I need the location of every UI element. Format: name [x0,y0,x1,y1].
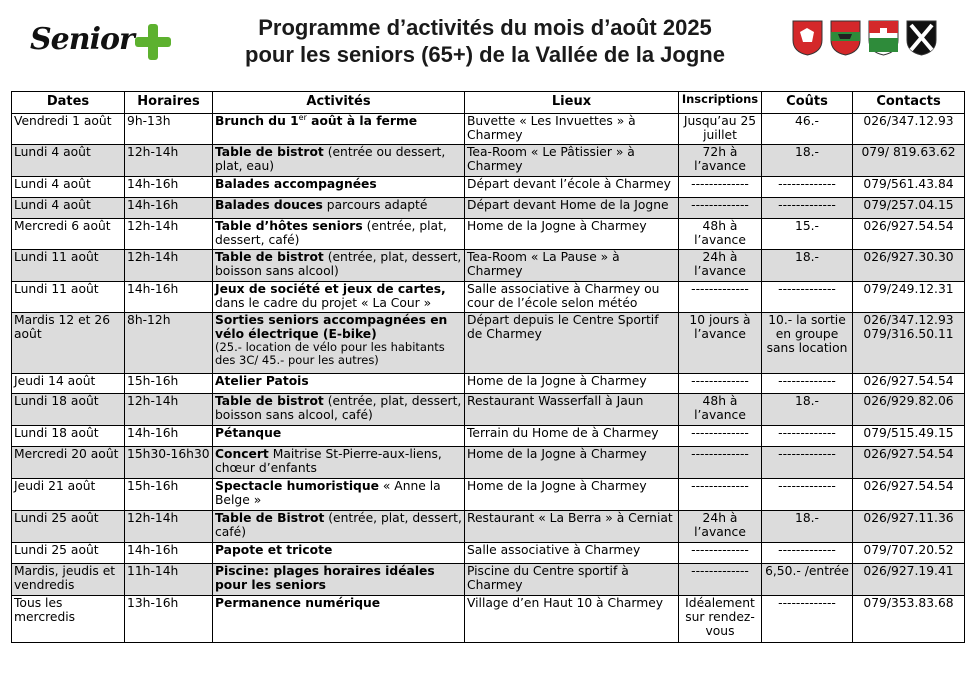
cell-cost: ------------- [762,282,853,313]
cell-activity [213,250,465,282]
cell-date: Lundi 18 août [12,426,125,447]
cell-inscription: ------------- [679,426,762,447]
activity-detail: Maitrise St-Pierre-aux-liens, chœur d’enfants [215,447,442,476]
cell-activity [213,219,465,250]
cell-contact: 026/927.11.36 [853,511,965,543]
cell-cost: 6,50.- /entrée [762,564,853,596]
cell-date: Lundi 25 août [12,543,125,564]
activity-title: Balades douces [215,198,323,212]
cell-contact: 026/929.82.06 [853,394,965,426]
activity-title: Brunch du 1 [215,114,299,128]
cell-inscription: ------------- [679,543,762,564]
header-couts: Coûts [762,92,853,114]
crest-3-icon [868,20,899,56]
activity-title: Piscine: plages horaires idéales pour les seniors [215,564,435,593]
activity-title: Jeux de société et jeux de cartes, [215,282,446,296]
table-row [12,543,965,564]
header-contacts: Contacts [853,92,965,114]
cell-contact: 079/353.83.68 [853,596,965,643]
cell-time: 8h-12h [125,313,213,374]
cell-contact: 026/927.19.41 [853,564,965,596]
cell-time: 14h-16h [125,426,213,447]
activity-title-cont: août à la ferme [306,114,418,128]
activity-sup: er [298,113,307,122]
cell-cost: 15.- [762,219,853,250]
cell-date: Lundi 4 août [12,177,125,198]
activity-title: Balades accompagnées [215,177,377,191]
table-row [12,426,965,447]
cell-contact: 079/249.12.31 [853,282,965,313]
cell-place: Buvette « Les Invuettes » à Charmey [465,114,679,145]
cell-date: Lundi 18 août [12,394,125,426]
cell-time: 12h-14h [125,145,213,177]
activity-detail: dans le cadre du projet « La Cour » [215,296,432,311]
table-row [12,374,965,394]
cell-time: 11h-14h [125,564,213,596]
table-row [12,250,965,282]
cell-place: Piscine du Centre sportif à Charmey [465,564,679,596]
activity-title: Pétanque [215,426,282,440]
cell-inscription: 24h à l’avance [679,511,762,543]
cell-inscription: 48h à l’avance [679,394,762,426]
cell-time: 15h-16h [125,374,213,394]
senior-plus-logo [26,14,176,70]
cell-time: 12h-14h [125,219,213,250]
cell-contact: 079/561.43.84 [853,177,965,198]
cell-date: Mardis, jeudis et vendredis [12,564,125,596]
cell-activity [213,426,465,447]
activity-title: Atelier Patois [215,374,309,388]
cell-cost: ------------- [762,596,853,643]
table-row [12,479,965,511]
crest-2-icon [830,20,861,56]
crest-4-icon [906,20,937,56]
cell-cost: 18.- [762,145,853,177]
cell-contact: 026/927.54.54 [853,479,965,511]
header-horaires: Horaires [125,92,213,114]
page-title [190,14,780,68]
cell-place: Terrain du Home de à Charmey [465,426,679,447]
cell-place: Départ devant Home de la Jogne [465,198,679,219]
cell-activity [213,596,465,643]
activity-detail: (entrée, plat, dessert, café) [215,511,462,540]
cell-time: 14h-16h [125,543,213,564]
cell-inscription: ------------- [679,447,762,479]
cell-activity [213,177,465,198]
cell-inscription: ------------- [679,564,762,596]
activity-detail: « Anne la Belge » [215,479,441,508]
cell-inscription: Idéalement sur rendez-vous [679,596,762,643]
activity-detail: (entrée ou dessert, plat, eau) [215,145,446,174]
cell-time: 14h-16h [125,177,213,198]
table-row [12,114,965,145]
cell-place: Restaurant « La Berra » à Cerniat [465,511,679,543]
cell-date: Lundi 25 août [12,511,125,543]
cell-activity [213,198,465,219]
header-lieux: Lieux [465,92,679,114]
cell-place: Salle associative à Charmey ou cour de l’école selon météo [465,282,679,313]
cell-date: Jeudi 14 août [12,374,125,394]
cell-cost: ------------- [762,177,853,198]
cell-contact: 079/257.04.15 [853,198,965,219]
cell-contact: 079/515.49.15 [853,426,965,447]
cell-time: 15h-16h [125,479,213,511]
municipal-crests [792,20,942,56]
cell-contact: 026/927.54.54 [853,219,965,250]
cell-time: 12h-14h [125,250,213,282]
cell-contact: 026/347.12.93 079/316.50.11 [853,313,965,374]
cell-inscription: 24h à l’avance [679,250,762,282]
activity-detail: parcours adapté [322,198,428,212]
cell-contact: 026/927.54.54 [853,447,965,479]
cell-inscription: 48h à l’avance [679,219,762,250]
header-inscriptions: Inscriptions [679,92,762,114]
cell-cost: 18.- [762,511,853,543]
cell-place: Home de la Jogne à Charmey [465,219,679,250]
activity-title: Permanence numérique [215,596,381,610]
activity-title: Table de bistrot [215,250,324,264]
title-line-1: Programme d’activités du mois d’août 2025 [258,15,712,40]
cell-place: Départ devant l’école à Charmey [465,177,679,198]
title-line-2: pour les seniors (65+) de la Vallée de la Jogne [245,42,725,67]
cell-time: 13h-16h [125,596,213,643]
activity-title: Concert [215,447,269,461]
activity-detail: (entrée, plat, dessert, boisson sans alcool, café) [215,394,462,423]
cell-cost: ------------- [762,543,853,564]
cell-date: Jeudi 21 août [12,479,125,511]
cell-inscription: 10 jours à l’avance [679,313,762,374]
cell-activity [213,479,465,511]
activity-detail: (entrée, plat, dessert, boisson sans alcool) [215,250,462,279]
cell-activity [213,282,465,313]
cell-inscription: ------------- [679,479,762,511]
cell-place: Home de la Jogne à Charmey [465,374,679,394]
cell-inscription: ------------- [679,198,762,219]
cell-place: Restaurant Wasserfall à Jaun [465,394,679,426]
cell-contact: 026/347.12.93 [853,114,965,145]
table-row [12,145,965,177]
cell-time: 14h-16h [125,282,213,313]
cell-place: Salle associative à Charmey [465,543,679,564]
cell-time: 12h-14h [125,511,213,543]
cell-activity [213,447,465,479]
cell-place: Tea-Room « La Pause » à Charmey [465,250,679,282]
activity-title: Table de bistrot [215,394,324,408]
cell-contact: 079/707.20.52 [853,543,965,564]
cell-place: Départ depuis le Centre Sportif de Charmey [465,313,679,374]
cell-place: Tea-Room « Le Pâtissier » à Charmey [465,145,679,177]
cell-activity [213,394,465,426]
cell-time: 9h-13h [125,114,213,145]
cell-date: Tous les mercredis [12,596,125,643]
cell-cost: ------------- [762,479,853,511]
logo-text: Senior [30,22,134,57]
table-row [12,511,965,543]
cell-activity [213,511,465,543]
cell-date: Mercredi 6 août [12,219,125,250]
cell-activity [213,374,465,394]
cell-date: Lundi 4 août [12,198,125,219]
cell-inscription: 72h à l’avance [679,145,762,177]
cell-place: Home de la Jogne à Charmey [465,447,679,479]
header-activites: Activités [213,92,465,114]
activity-title: Table de bistrot [215,145,324,159]
cell-activity [213,543,465,564]
cell-place: Village d’en Haut 10 à Charmey [465,596,679,643]
table-row [12,447,965,479]
cell-cost: 10.- la sortie en groupe sans location [762,313,853,374]
cell-date: Lundi 11 août [12,282,125,313]
cell-cost: 46.- [762,114,853,145]
activities-table [11,91,965,643]
cell-contact: 026/927.54.54 [853,374,965,394]
table-row [12,394,965,426]
activity-title: Papote et tricote [215,543,333,557]
cell-date: Mercredi 20 août [12,447,125,479]
cell-cost: 18.- [762,394,853,426]
header-dates: Dates [12,92,125,114]
activity-title: Table d’hôtes seniors [215,219,363,233]
table-row [12,313,965,374]
cell-time: 15h30-16h30 [125,447,213,479]
cell-contact: 079/ 819.63.62 [853,145,965,177]
cell-activity [213,313,465,374]
cell-inscription: ------------- [679,282,762,313]
table-row [12,219,965,250]
cell-inscription: ------------- [679,374,762,394]
cell-contact: 026/927.30.30 [853,250,965,282]
cell-activity [213,145,465,177]
cell-cost: ------------- [762,198,853,219]
activity-title: Sorties seniors accompagnées en vélo électrique (E-bike) [215,313,448,342]
cell-date: Lundi 4 août [12,145,125,177]
cell-date: Vendredi 1 août [12,114,125,145]
table-header-row [12,92,965,114]
cell-cost: ------------- [762,447,853,479]
cell-place: Home de la Jogne à Charmey [465,479,679,511]
activity-title: Table de Bistrot [215,511,325,525]
table-row [12,596,965,643]
activity-note: (25.- location de vélo pour les habitants des 3C/ 45.- pour les autres) [215,340,445,368]
table-row [12,177,965,198]
activity-detail: (entrée, plat, dessert, café) [215,219,447,248]
cell-time: 12h-14h [125,394,213,426]
table-row [12,282,965,313]
table-row [12,564,965,596]
cell-date: Lundi 11 août [12,250,125,282]
crest-1-icon [792,20,823,56]
cell-date: Mardis 12 et 26 août [12,313,125,374]
table-row [12,198,965,219]
cell-cost: ------------- [762,374,853,394]
plus-icon [134,12,172,70]
cell-time: 14h-16h [125,198,213,219]
cell-activity [213,564,465,596]
cell-activity [213,114,465,145]
activity-title: Spectacle humoristique [215,479,379,493]
cell-cost: 18.- [762,250,853,282]
cell-cost: ------------- [762,426,853,447]
cell-inscription: Jusqu’au 25 juillet [679,114,762,145]
cell-inscription: ------------- [679,177,762,198]
